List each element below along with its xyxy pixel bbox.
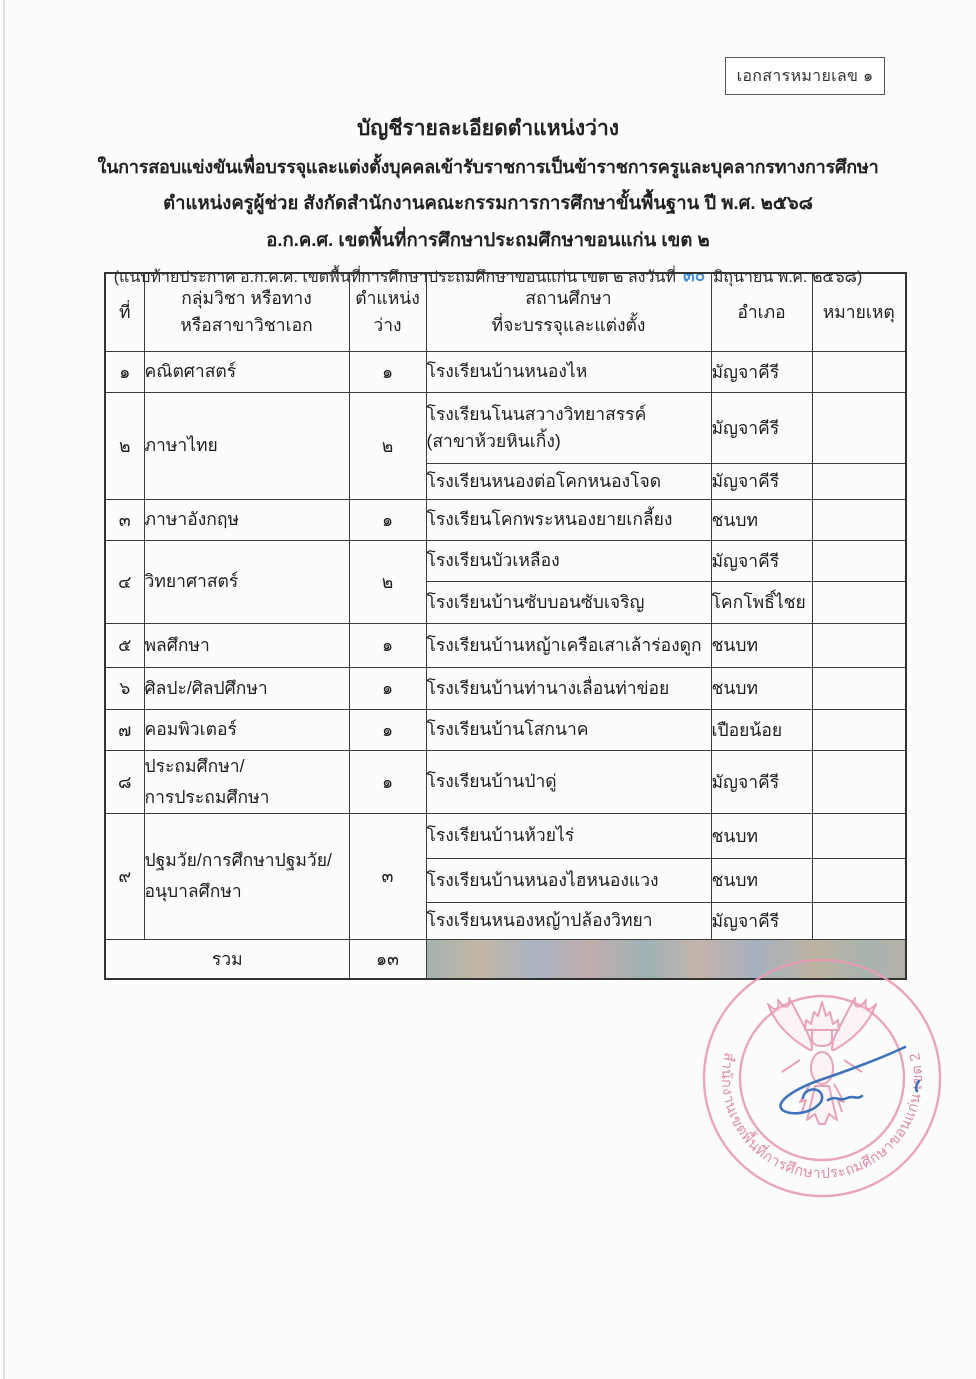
school-cell: โรงเรียนบัวเหลือง [426, 540, 711, 581]
row-vacancies: ๒ [349, 392, 426, 499]
table-row [105, 499, 906, 540]
table-row [105, 540, 906, 581]
school-name: โรงเรียนโนนสวางวิทยาสรรค์ [426, 404, 647, 425]
remark-cell [812, 499, 906, 540]
district-cell: มัญจาคีรี [711, 392, 812, 463]
school-cell: โรงเรียนบ้านโสกนาค [426, 709, 711, 750]
row-no: ๒ [105, 392, 144, 499]
garuda-emblem [768, 998, 876, 1124]
title-line-2: ในการสอบแข่งขันเพื่อบรรจุและแต่งตั้งบุคคลเข้ารับราชการเป็นข้าราชการครูและบุคลากรทางการศึกษา [97, 157, 879, 177]
row-no: ๙ [105, 813, 144, 939]
school-cell: โรงเรียนโคกพระหนองยายเกลี้ยง [426, 499, 711, 540]
district-cell: ชนบท [711, 499, 812, 540]
subtitle-suffix: มิถุนายน พ.ศ. ๒๕๖๘) [712, 269, 863, 286]
remark-cell [812, 813, 906, 858]
remark-cell [812, 858, 906, 902]
row-subject: วิทยาศาสตร์ [144, 540, 349, 623]
document-number-badge [725, 57, 885, 95]
district-cell: มัญจาคีรี [711, 750, 812, 813]
row-subject: พลศึกษา [144, 623, 349, 667]
district-cell: เปือยน้อย [711, 709, 812, 750]
row-subject: ศิลปะ/ศิลปศึกษา [144, 667, 349, 709]
row-no: ๖ [105, 667, 144, 709]
school-cell: โรงเรียนบ้านซับบอนซับเจริญ [426, 581, 711, 623]
school-cell: โรงเรียนหนองต่อโคกหนองโจด [426, 463, 711, 499]
title-line-4: อ.ก.ค.ศ. เขตพื้นที่การศึกษาประถมศึกษาขอนแก่น เขต ๒ [266, 229, 710, 250]
row-vacancies: ๑ [349, 623, 426, 667]
table-row [105, 392, 906, 463]
row-subject: ภาษาอังกฤษ [144, 499, 349, 540]
row-no: ๗ [105, 709, 144, 750]
row-vacancies: ๑ [349, 351, 426, 392]
table-row [105, 667, 906, 709]
total-label: รวม [105, 939, 349, 979]
remark-cell [812, 581, 906, 623]
school-cell [426, 392, 711, 463]
district-cell: ชนบท [711, 623, 812, 667]
header-remark: หมายเหตุ [812, 273, 906, 351]
remark-cell [812, 540, 906, 581]
remark-cell [812, 463, 906, 499]
school-cell: โรงเรียนบ้านห้วยไร่ [426, 813, 711, 858]
district-cell: มัญจาคีรี [711, 540, 812, 581]
signature [780, 1047, 919, 1113]
header-subject: กลุ่มวิชา หรือทาง หรือสาขาวิชาเอก [144, 273, 349, 351]
row-vacancies: ๑ [349, 709, 426, 750]
district-cell: ชนบท [711, 858, 812, 902]
remark-cell [812, 351, 906, 392]
school-cell: โรงเรียนหนองหญ้าปล้องวิทยา [426, 902, 711, 939]
row-vacancies: ๑ [349, 750, 426, 813]
district-cell: มัญจาคีรี [711, 351, 812, 392]
remark-cell [812, 392, 906, 463]
row-no: ๘ [105, 750, 144, 813]
header-district: อำเภอ [711, 273, 812, 351]
remark-cell [812, 709, 906, 750]
school-cell: โรงเรียนบ้านป่าดู่ [426, 750, 711, 813]
row-vacancies: ๓ [349, 813, 426, 939]
vacancy-table [104, 272, 907, 980]
school-cell: โรงเรียนบ้านท่านางเลื่อนท่าข่อย [426, 667, 711, 709]
row-no: ๓ [105, 499, 144, 540]
row-subject: ประถมศึกษา/ การประถมศึกษา [144, 750, 349, 813]
header-school: สถานศึกษา ที่จะบรรจุและแต่งตั้ง [426, 273, 711, 351]
row-vacancies: ๑ [349, 499, 426, 540]
table-row [105, 813, 906, 858]
remark-cell [812, 750, 906, 813]
document-header [0, 112, 976, 290]
stamp-curved-text: สำนักงานเขตพื้นที่การศึกษาประถมศึกษาขอนแก่น เขต 2 [717, 1050, 927, 1183]
row-no: ๕ [105, 623, 144, 667]
table-row [105, 623, 906, 667]
school-cell: โรงเรียนบ้านหญ้าเครือเสาเล้าร่องดูก [426, 623, 711, 667]
row-no: ๔ [105, 540, 144, 623]
district-cell: มัญจาคีรี [711, 463, 812, 499]
district-cell: มัญจาคีรี [711, 902, 812, 939]
remark-cell [812, 667, 906, 709]
total-vacancies: ๑๓ [349, 939, 426, 979]
table-header-row [105, 273, 906, 351]
subtitle-prefix: (แนบท้ายประกาศ อ.ก.ค.ศ. เขตพื้นที่การศึกษาประถมศึกษาขอนแก่น เขต ๒ ลงวันที่ [113, 269, 676, 286]
district-cell: ชนบท [711, 667, 812, 709]
row-subject: คณิตศาสตร์ [144, 351, 349, 392]
row-vacancies: ๒ [349, 540, 426, 623]
school-cell: โรงเรียนบ้านหนองไห [426, 351, 711, 392]
row-no: ๑ [105, 351, 144, 392]
district-cell: โคกโพธิ์ไชย [711, 581, 812, 623]
row-subject: ภาษาไทย [144, 392, 349, 499]
table-row [105, 750, 906, 813]
row-vacancies: ๑ [349, 667, 426, 709]
school-branch: (สาขาห้วยหินเกิ้ง) [426, 430, 561, 451]
school-cell: โรงเรียนบ้านหนองไฮหนองแวง [426, 858, 711, 902]
remark-cell [812, 623, 906, 667]
table-row [105, 351, 906, 392]
document-number-text: เอกสารหมายเลข ๑ [736, 67, 874, 85]
page-title: บัญชีรายละเอียดตำแหน่งว่าง [357, 117, 619, 140]
official-stamp [672, 928, 972, 1228]
header-vacancies: ตำแหน่ง ว่าง [349, 273, 426, 351]
row-subject: ปฐมวัย/การศึกษาปฐมวัย/ อนุบาลศึกษา [144, 813, 349, 939]
header-no: ที่ [105, 273, 144, 351]
table-row [105, 709, 906, 750]
district-cell: ชนบท [711, 813, 812, 858]
row-subject: คอมพิวเตอร์ [144, 709, 349, 750]
handwritten-date: ๓๐ [683, 265, 706, 286]
title-line-3: ตำแหน่งครูผู้ช่วย สังกัดสำนักงานคณะกรรมการการศึกษาขั้นพื้นฐาน ปี พ.ศ. ๒๕๖๘ [163, 192, 813, 213]
